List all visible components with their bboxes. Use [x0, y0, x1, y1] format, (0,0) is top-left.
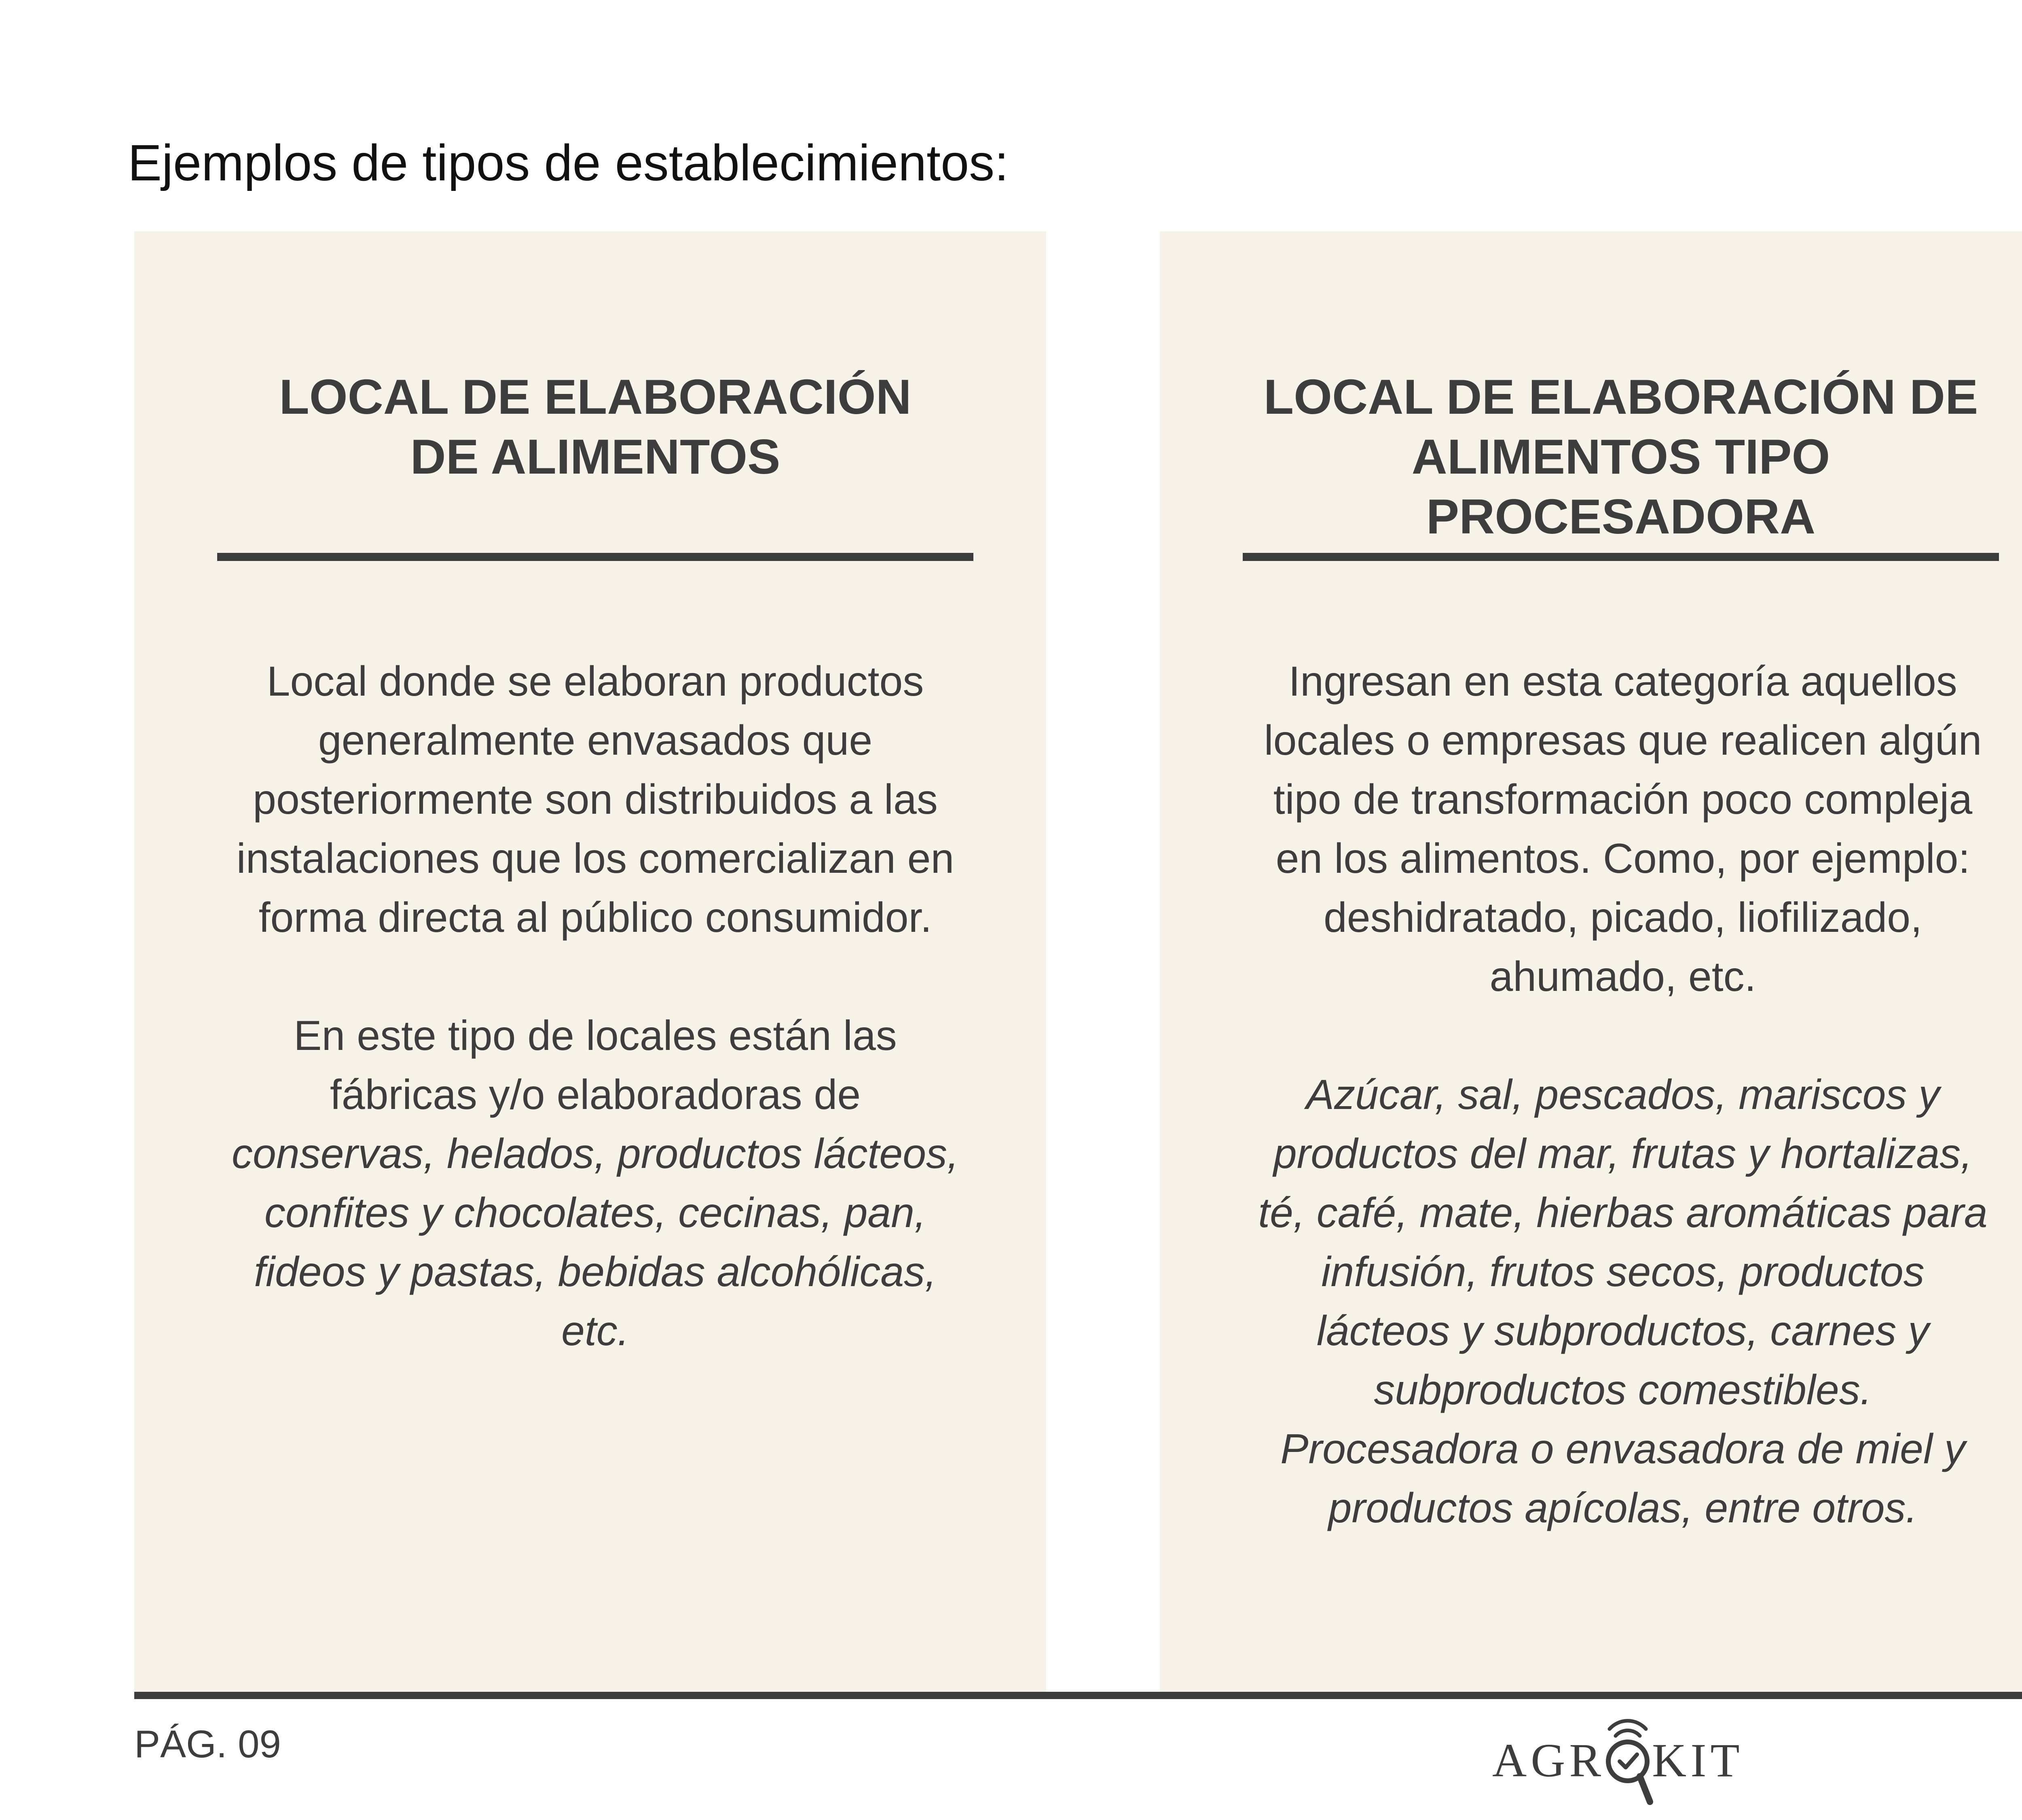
- card-body: [223, 652, 967, 1361]
- agrokit-logo: [1488, 1707, 1744, 1812]
- card-examples: [1255, 1065, 1991, 1538]
- page-heading: Ejemplos de tipos de establecimientos:: [128, 134, 1009, 191]
- card-examples-list: Azúcar, sal, pescados, mariscos y productos del mar, frutas y hortalizas, té, café, mate, hierbas aromáticas para infusión, frutos secos, productos lácteos y subproductos, carnes y subproductos comestibles. Procesadora o envasadora de miel y productos apícolas, entre otros.: [1258, 1071, 1988, 1532]
- card-title: [1243, 367, 1999, 549]
- card-divider: [1243, 553, 1999, 561]
- magnifier-signal-icon: [1597, 1707, 1658, 1812]
- card-examples: [223, 1006, 967, 1361]
- card-description: Local donde se elaboran productos generalmente envasados que posteriormente son distribuidos a las instalaciones que los comercializan en forma directa al público consumidor.: [236, 658, 954, 941]
- card-examples-intro: En este tipo de locales están las fábricas y/o elaboradoras de: [294, 1012, 897, 1118]
- page-number: PÁG. 09: [134, 1723, 281, 1766]
- logo-text-right: KIT: [1652, 1734, 1744, 1787]
- card-examples-list: conservas, helados, productos lácteos, confites y chocolates, cecinas, pan, fideos y pastas, bebidas alcohólicas, etc.: [232, 1130, 959, 1354]
- card-elaboracion-alimentos: [134, 231, 1046, 1693]
- card-title: [217, 367, 973, 549]
- card-divider: [217, 553, 973, 561]
- card-title-line: LOCAL DE ELABORACIÓN DE: [1263, 369, 1978, 424]
- card-body: [1255, 652, 1991, 1538]
- footer-divider: [134, 1692, 2022, 1699]
- card-title-line: ALIMENTOS TIPO: [1411, 429, 1830, 484]
- logo-text-left: AGR: [1492, 1734, 1605, 1787]
- card-tipo-procesadora: [1160, 231, 2022, 1693]
- card-title-line: DE ALIMENTOS: [410, 429, 780, 484]
- card-description: Ingresan en esta categoría aquellos locales o empresas que realicen algún tipo de transformación poco compleja en los alimentos. Como, por ejemplo: deshidratado, picado, liofilizado, ahumado, etc.: [1264, 658, 1982, 1000]
- card-title-line: LOCAL DE ELABORACIÓN: [279, 369, 912, 424]
- card-title-line: PROCESADORA: [1426, 489, 1816, 544]
